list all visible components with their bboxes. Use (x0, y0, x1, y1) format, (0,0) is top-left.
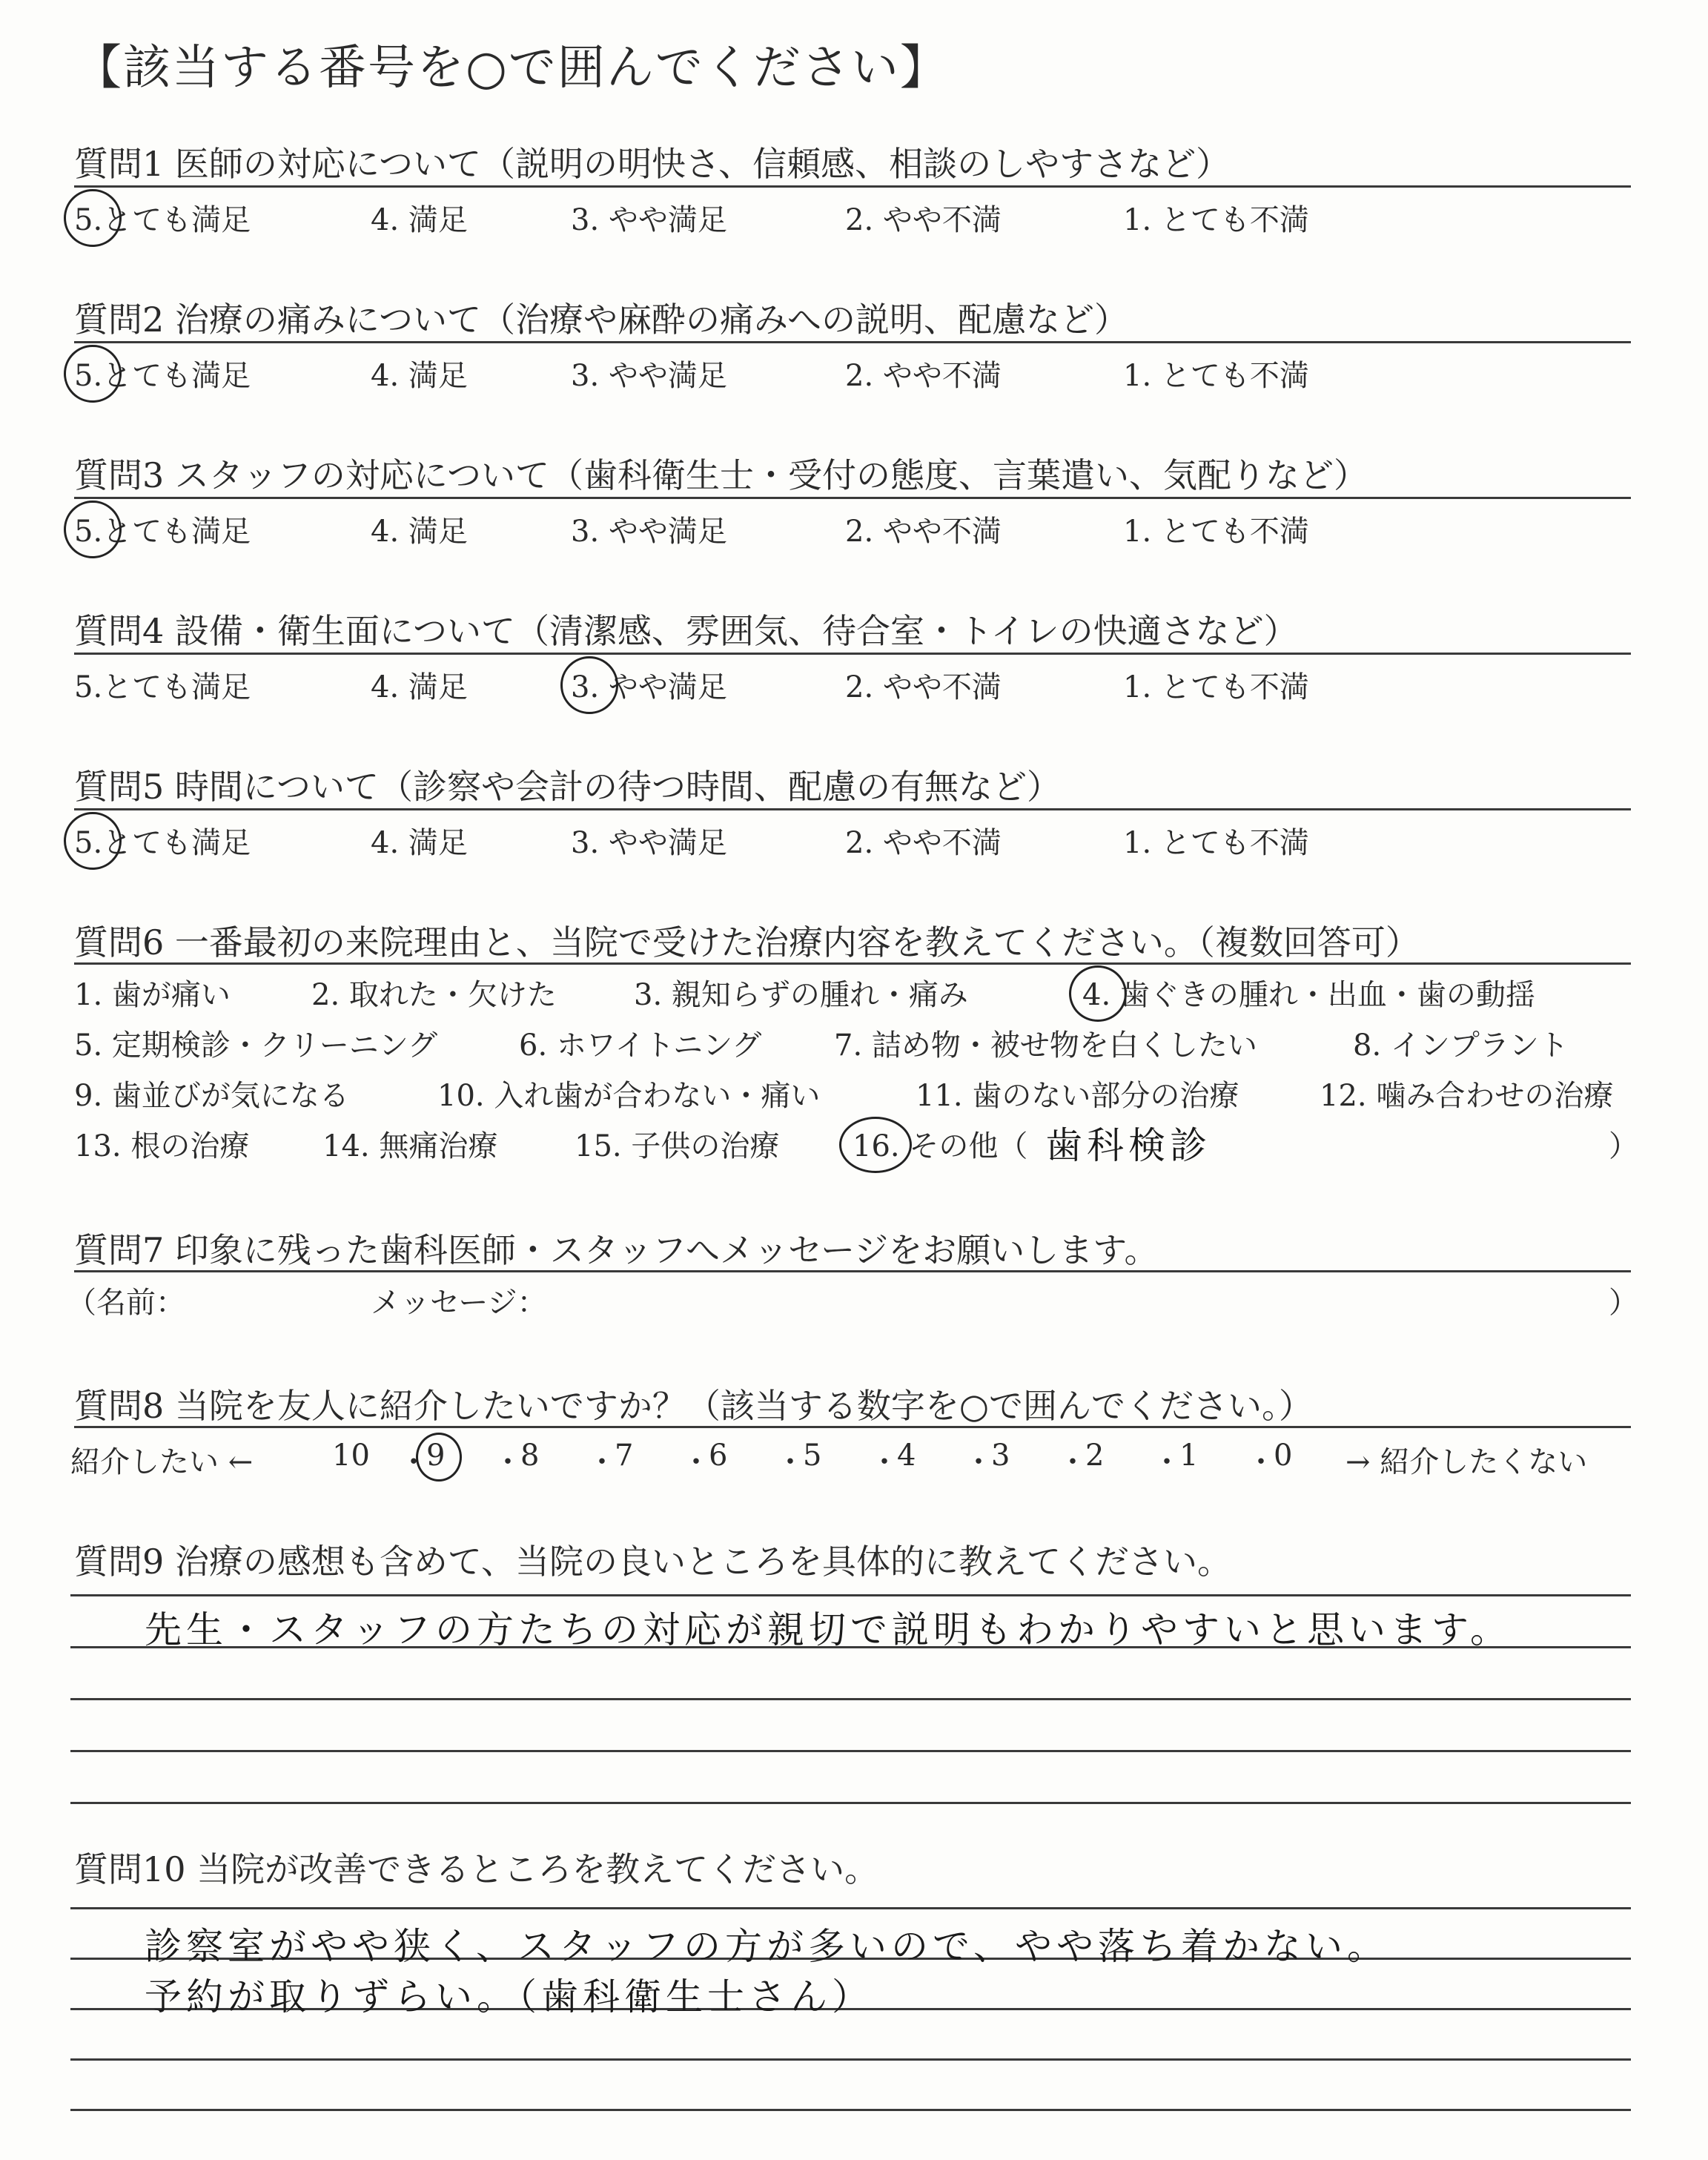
answer-line (70, 1750, 1631, 1752)
question-rule (74, 653, 1631, 655)
reason-option[interactable]: 1. 歯が痛い (74, 978, 231, 1012)
scale-dot: ・ (1058, 1445, 1088, 1479)
rating-option[interactable]: 3. やや満足 (571, 515, 727, 549)
reason-option[interactable]: 10. 入れ歯が合わない・痛い (437, 1079, 821, 1113)
question-heading: 質問3 スタッフの対応について（歯科衛生士・受付の態度、言葉遣い、気配りなど） (74, 455, 1368, 495)
selection-circle (64, 501, 122, 558)
scale-dot: ・ (1152, 1445, 1182, 1479)
question-rule (74, 185, 1631, 188)
page-title: 【該当する番号を○で囲んでください】 (74, 41, 949, 96)
question-heading: 質問4 設備・衛生面について（清潔感、雰囲気、待合室・トイレの快適さなど） (74, 611, 1298, 651)
rating-option[interactable]: 1. とても不満 (1123, 203, 1309, 237)
answer-line (70, 1907, 1631, 1909)
scale-dot: ・ (399, 1445, 428, 1479)
selection-circle (560, 656, 618, 714)
referral-score[interactable]: 6 (709, 1439, 728, 1473)
rating-option[interactable]: 1. とても不満 (1123, 359, 1309, 393)
reason-option[interactable]: 15. 子供の治療 (575, 1129, 780, 1163)
question-heading: 質問5 時間について（診察や会計の待つ時間、配慮の有無など） (74, 767, 1061, 807)
question-heading: 質問7 印象に残った歯科医師・スタッフへメッセージをお願いします。 (74, 1230, 1159, 1270)
rating-option[interactable]: 1. とても不満 (1123, 826, 1309, 860)
question-heading: 質問2 治療の痛みについて（治療や麻酔の痛みへの説明、配慮など） (74, 300, 1129, 340)
rating-option[interactable]: 1. とても不満 (1123, 670, 1309, 704)
message-label: メッセージ： (371, 1286, 547, 1320)
rating-option[interactable]: 3. やや満足 (571, 359, 727, 393)
referral-score[interactable]: 8 (520, 1439, 540, 1473)
close-paren: ） (1609, 1286, 1638, 1320)
scale-right-label: → 紹介したくない (1345, 1445, 1588, 1479)
name-label: （名前： (67, 1286, 185, 1320)
rating-option[interactable]: 5.とても満足 (74, 359, 251, 393)
referral-score[interactable]: 2 (1085, 1439, 1105, 1473)
q10-handwritten-answer: 診察室がやや狭く、スタッフの方が多いので、やや落ち着かない。 (145, 1925, 1388, 1968)
rating-option[interactable]: 4. 満足 (371, 670, 468, 704)
referral-score[interactable]: 0 (1274, 1439, 1293, 1473)
reason-option[interactable]: 3. 親知らずの腫れ・痛み (634, 978, 968, 1012)
reason-option[interactable]: 4. 歯ぐきの腫れ・出血・歯の動揺 (1082, 978, 1535, 1012)
question-rule (74, 962, 1631, 965)
question-heading: 質問10 当院が改善できるところを教えてください。 (74, 1849, 879, 1889)
scale-dot: ・ (775, 1445, 805, 1479)
rating-option[interactable]: 2. やや不満 (845, 203, 1002, 237)
reason-option[interactable]: 6. ホワイトニング (519, 1028, 762, 1063)
rating-option[interactable]: 5.とても満足 (74, 670, 251, 704)
q9-handwritten-answer: 先生・スタッフの方たちの対応が親切で説明もわかりやすいと思います。 (145, 1608, 1512, 1651)
scale-dot: ・ (964, 1445, 993, 1479)
scale-dot: ・ (1246, 1445, 1276, 1479)
close-paren: ） (1609, 1129, 1638, 1163)
referral-score[interactable]: 4 (897, 1439, 916, 1473)
question-heading: 質問8 当院を友人に紹介したいですか？（該当する数字を○で囲んでください。） (74, 1386, 1314, 1426)
question-heading: 質問6 一番最初の来院理由と、当院で受けた治療内容を教えてください。（複数回答可） (74, 922, 1420, 962)
referral-score[interactable]: 5 (803, 1439, 822, 1473)
reason-option[interactable]: 16. その他（ (853, 1129, 1028, 1163)
answer-line (70, 2058, 1631, 2061)
rating-option[interactable]: 2. やや不満 (845, 826, 1002, 860)
scale-dot: ・ (870, 1445, 899, 1479)
reason-option[interactable]: 7. 詰め物・被せ物を白くしたい (834, 1028, 1257, 1063)
referral-score[interactable]: 9 (426, 1439, 446, 1473)
question-heading: 質問1 医師の対応について（説明の明快さ、信頼感、相談のしやすさなど） (74, 144, 1231, 184)
question-rule (74, 497, 1631, 499)
scale-dot: ・ (587, 1445, 617, 1479)
page-footer-edge (0, 2136, 1708, 2160)
rating-option[interactable]: 1. とても不満 (1123, 515, 1309, 549)
rating-option[interactable]: 3. やや満足 (571, 203, 727, 237)
reason-option[interactable]: 8. インプラント (1353, 1028, 1569, 1063)
rating-option[interactable]: 2. やや不満 (845, 670, 1002, 704)
rating-option[interactable]: 4. 満足 (371, 515, 468, 549)
selection-circle (839, 1117, 912, 1173)
answer-line (70, 1802, 1631, 1804)
selection-circle (64, 189, 122, 247)
answer-line (70, 1698, 1631, 1700)
answer-line (70, 1594, 1631, 1596)
selection-circle (64, 812, 122, 870)
question-heading: 質問9 治療の感想も含めて、当院の良いところを具体的に教えてください。 (74, 1542, 1231, 1582)
rating-option[interactable]: 4. 満足 (371, 359, 468, 393)
question-rule (74, 1270, 1631, 1272)
rating-option[interactable]: 5.とても満足 (74, 826, 251, 860)
referral-score[interactable]: 10 (332, 1439, 370, 1473)
rating-option[interactable]: 4. 満足 (371, 826, 468, 860)
referral-score[interactable]: 3 (991, 1439, 1010, 1473)
reason-option[interactable]: 5. 定期検診・クリーニング (74, 1028, 438, 1063)
reason-option[interactable]: 14. 無痛治療 (322, 1129, 498, 1163)
rating-option[interactable]: 5.とても満足 (74, 515, 251, 549)
referral-score[interactable]: 7 (615, 1439, 634, 1473)
reason-option[interactable]: 12. 噛み合わせの治療 (1320, 1079, 1614, 1113)
rating-option[interactable]: 4. 満足 (371, 203, 468, 237)
question-rule (74, 808, 1631, 810)
scale-dot: ・ (681, 1445, 711, 1479)
selection-circle (416, 1433, 462, 1482)
selection-circle (64, 345, 122, 403)
question-rule (74, 1426, 1631, 1428)
reason-option[interactable]: 11. 歯のない部分の治療 (916, 1079, 1239, 1113)
rating-option[interactable]: 3. やや満足 (571, 826, 727, 860)
reason-option[interactable]: 9. 歯並びが気になる (74, 1079, 349, 1113)
answer-line (70, 2109, 1631, 2111)
scale-left-label: 紹介したい ← (70, 1445, 254, 1479)
q10-handwritten-answer: 予約が取りずらい。（歯科衛生士さん） (145, 1975, 873, 2018)
reason-option[interactable]: 13. 根の治療 (74, 1129, 250, 1163)
rating-option[interactable]: 2. やや不満 (845, 515, 1002, 549)
selection-circle (1069, 965, 1127, 1022)
scale-dot: ・ (493, 1445, 523, 1479)
rating-option[interactable]: 2. やや不満 (845, 359, 1002, 393)
other-reason-handwritten: 歯科検診 (1045, 1124, 1211, 1167)
rating-option[interactable]: 5.とても満足 (74, 203, 251, 237)
reason-option[interactable]: 2. 取れた・欠けた (311, 978, 557, 1012)
referral-score[interactable]: 1 (1179, 1439, 1199, 1473)
rating-option[interactable]: 3. やや満足 (571, 670, 727, 704)
question-rule (74, 341, 1631, 343)
